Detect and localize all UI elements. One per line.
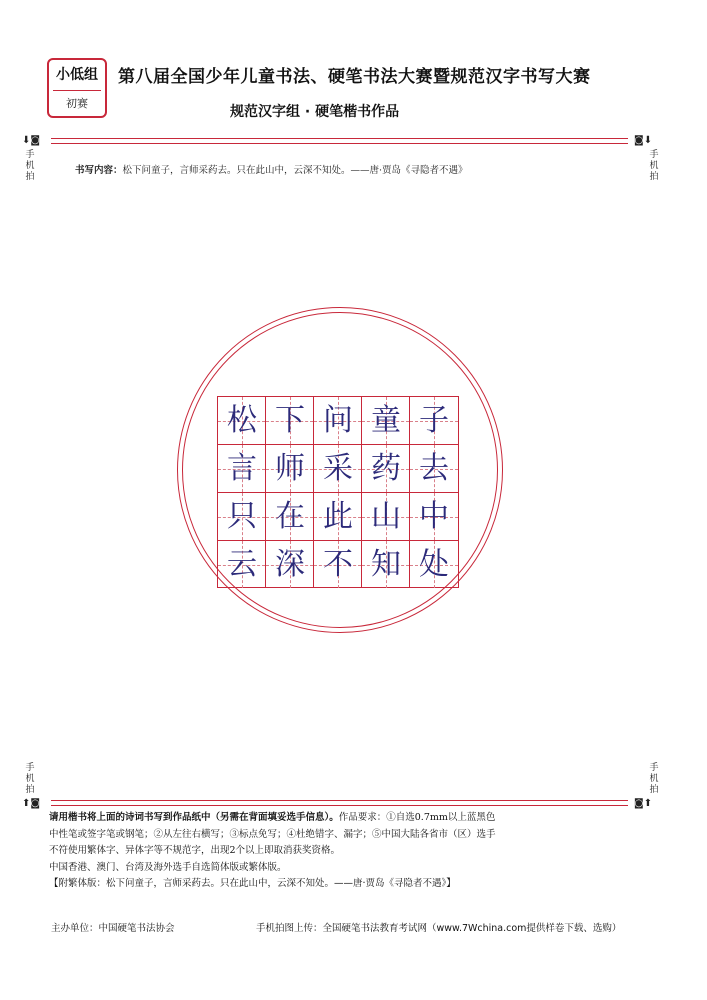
top-divider [51,138,628,144]
character: 处 [419,547,449,582]
grid-cell [362,493,410,540]
bottom-left-phone-label: 手 机 拍 [25,763,35,795]
top-right-phone-label: 手 机 拍 [649,150,659,182]
grid-row-2 [218,445,458,492]
instructions-line-4: 中国香港、澳门、台湾及海外选手自选简体版或繁体版。 [49,861,287,873]
character: 药 [371,451,401,486]
bottom-divider [51,800,628,806]
grid-cell [362,445,410,492]
grid-cell [266,397,314,444]
character: 师 [275,451,305,486]
character: 此 [323,499,353,534]
group-badge [47,58,107,118]
character-grid [217,396,459,588]
upload-info: 手机拍图上传：全国硬笔书法教育考试网（www.7Wchina.com提供样卷下载、选购） [256,923,622,934]
character: 不 [323,547,353,582]
instructions-line-3: 不符使用繁体字、异体字等不规范字，出现2个以上即取消获奖资格。 [49,845,341,856]
bottom-right-camera-icon: ◙⬆ [634,798,653,809]
writing-content-label: 书写内容： [75,165,123,176]
character: 问 [323,403,353,438]
grid-cell [410,493,458,540]
character: 下 [275,403,305,438]
grid-cell [218,397,266,444]
grid-cell [362,397,410,444]
top-left-phone-label: 手 机 拍 [25,150,35,182]
grid-cell [266,445,314,492]
grid-row-1 [218,397,458,444]
top-left-camera-icon: ⬇◙ [22,135,41,146]
grid-cell [218,445,266,492]
bottom-left-camera-icon: ⬆◙ [22,798,41,809]
character: 知 [371,547,401,582]
character: 去 [419,451,449,486]
grid-cell [218,493,266,540]
character: 深 [275,547,305,582]
grid-row-4 [218,541,458,588]
grid-cell [314,541,362,588]
grid-cell [314,397,362,444]
grid-row-3 [218,493,458,540]
badge-stage: 初赛 [66,97,88,110]
character: 子 [419,403,449,438]
character: 山 [371,499,401,534]
badge-level: 小低组 [56,67,98,83]
grid-cell [410,397,458,444]
character: 只 [227,499,257,534]
grid-cell [314,493,362,540]
grid-cell [410,445,458,492]
organizer: 主办单位：中国硬笔书法协会 [51,923,175,934]
grid-cell [314,445,362,492]
character: 童 [371,403,401,438]
character: 言 [227,451,257,486]
badge-divider [53,90,101,91]
writing-content [75,162,468,176]
character: 在 [275,499,305,534]
grid-cell [266,493,314,540]
instructions [49,810,639,893]
instructions-line-5: 【附繁体版：松下问童子，言师采药去。只在此山中，云深不知处。——唐·贾岛《寻隐者不遇》】 [49,878,456,889]
character: 中 [419,499,449,534]
character: 松 [227,403,257,438]
page-title: 第八届全国少年儿童书法、硬笔书法大赛暨规范汉字书写大赛 [118,67,591,87]
grid-cell [362,541,410,588]
grid-cell [266,541,314,588]
instructions-line-1: 请用楷书将上面的诗词书写到作品纸中（另需在背面填妥选手信息）。作品要求：①自选0.7mm以上蓝黑色 [49,812,496,823]
grid-cell [410,541,458,588]
writing-content-text: 松下问童子，言师采药去。只在此山中，云深不知处。——唐·贾岛《寻隐者不遇》 [122,165,468,176]
character: 云 [227,547,257,582]
grid-cell [218,541,266,588]
top-right-camera-icon: ◙⬇ [634,135,653,146]
character: 采 [323,451,353,486]
page-subtitle: 规范汉字组 · 硬笔楷书作品 [230,104,400,120]
bottom-right-phone-label: 手 机 拍 [649,763,659,795]
instructions-line-2: 中性笔或签字笔或钢笔；②从左往右横写；③标点免写；④杜绝错字、漏字；⑤中国大陆各省市（区）选手 [49,828,496,840]
